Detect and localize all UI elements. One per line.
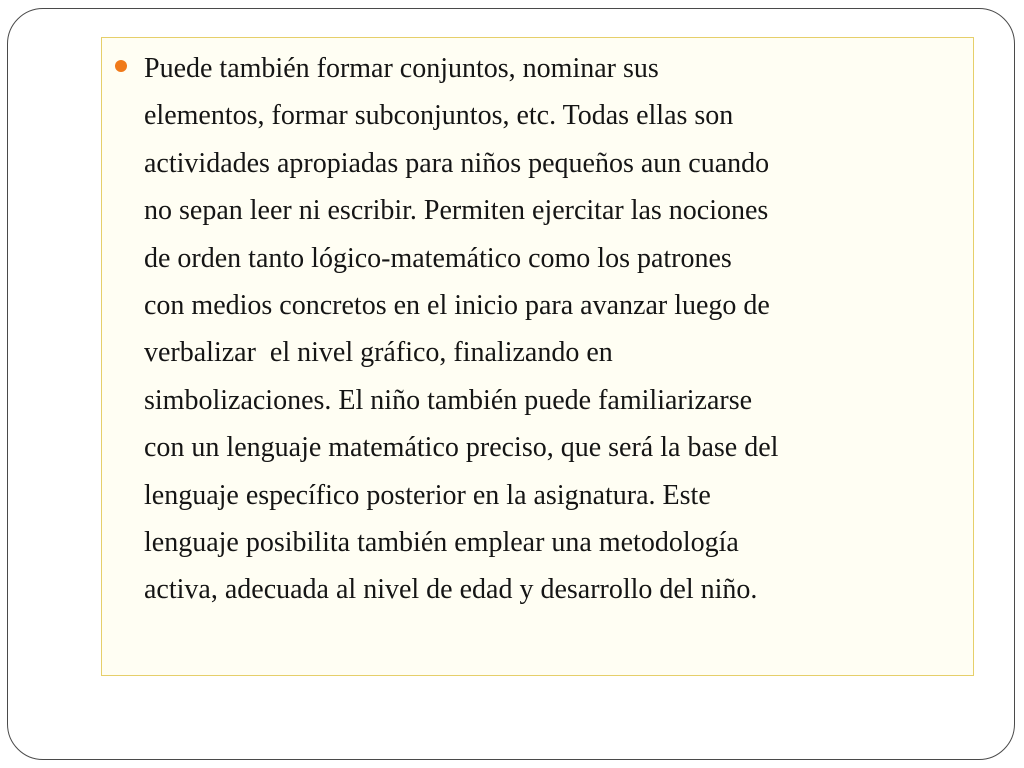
- paragraph-line: lenguaje específico posterior en la asignatura. Este: [144, 479, 711, 511]
- paragraph-line: activa, adecuada al nivel de edad y desarrollo del niño.: [144, 574, 758, 606]
- paragraph-line: Puede también formar conjuntos, nominar sus: [144, 53, 659, 84]
- paragraph-line: elementos, formar subconjuntos, etc. Todas ellas son: [144, 100, 734, 132]
- paragraph-line: actividades apropiadas para niños pequeños aun cuando: [144, 147, 770, 179]
- bullet-paragraph: [144, 45, 959, 614]
- paragraph-line: con un lenguaje matemático preciso, que será la base del: [144, 432, 779, 464]
- paragraph-line: simbolizaciones. El niño también puede familiarizarse: [144, 384, 753, 416]
- bullet-point-icon: [115, 60, 127, 72]
- paragraph-line: no sepan leer ni escribir. Permiten ejercitar las nociones: [144, 195, 769, 227]
- paragraph-line: de orden tanto lógico-matemático como los patrones: [144, 242, 732, 274]
- paragraph-line: lenguaje posibilita también emplear una metodología: [144, 527, 739, 559]
- paragraph-line: con medios concretos en el inicio para avanzar luego de: [144, 290, 770, 322]
- paragraph-line: verbalizar el nivel gráfico, finalizando en: [144, 337, 613, 369]
